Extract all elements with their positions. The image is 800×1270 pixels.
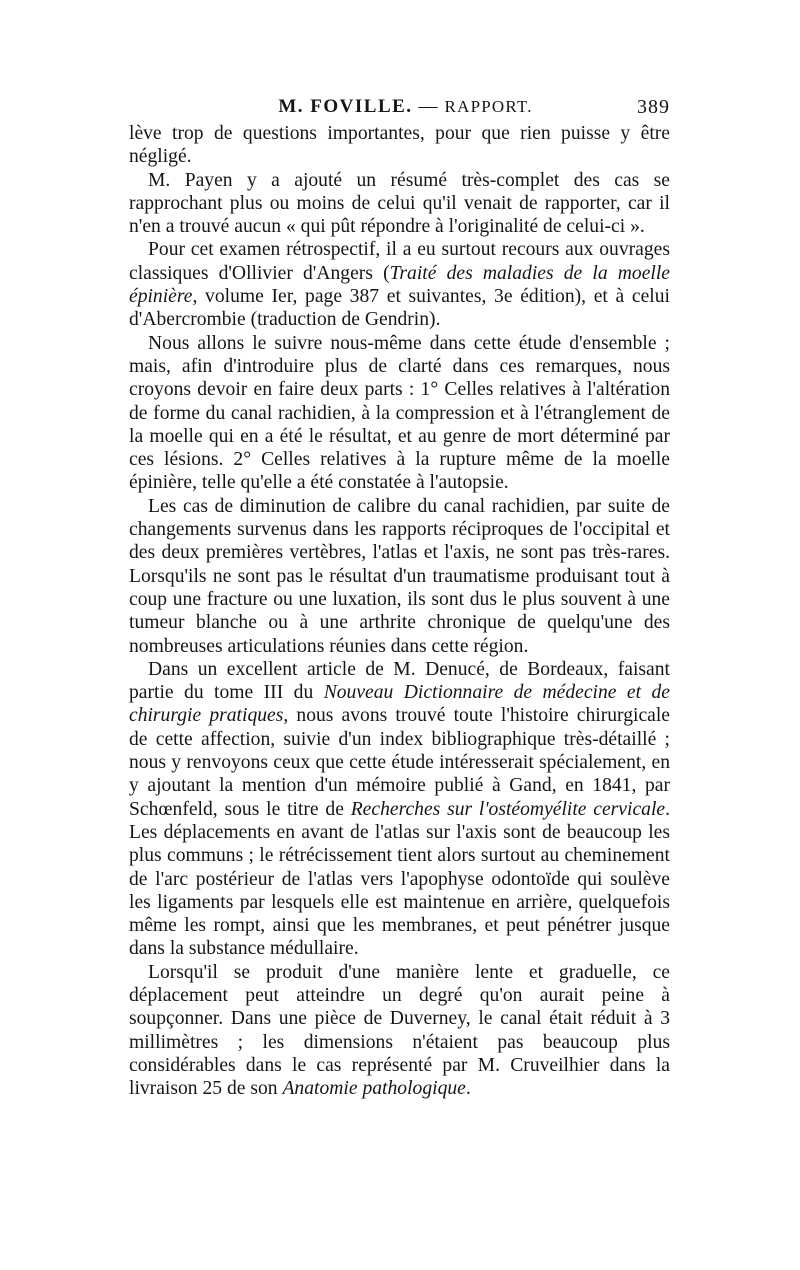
text-run: Nous allons le suivre nous-même dans cette étude d'ensemble ; mais, afin d'introduire plus de clarté dans ces remarques, nous croyons devoir en faire deux parts : 1° Celles relatives à l'altération de forme du canal rachidien, à la compression et à l'étranglement de la moelle qui en a été le résultat, et au genre de mort déterminé par ces lésions. 2° Celles relatives à la rupture même de la moelle épinière, telle qu'elle a été constatée à l'autopsie. bbox=[129, 332, 670, 494]
header-separator: — bbox=[418, 96, 439, 117]
running-header bbox=[129, 92, 670, 122]
text-run: , nous avons trouvé toute l'histoire chirurgicale de cette affection, suivie d'un index bibliographique très-détaillé ; nous y renvoyons ceux que cette étude intéresserait spécialement, en y ajoutant la mention d'un mémoire publié à Gand, en 1841, par Schœnfeld, sous le titre de bbox=[129, 705, 670, 820]
page-number: 389 bbox=[637, 96, 670, 118]
paragraph bbox=[129, 238, 670, 331]
text-run: Les cas de diminution de calibre du canal rachidien, par suite de changements survenus dans les rapports réciproques de l'occipital et des deux premières vertèbres, l'atlas et l'axis, ne sont pas très-rares. Lorsqu'ils ne sont pas le résultat d'un traumatisme produisant tout à coup une fracture ou une luxation, ils sont dus le plus souvent à une tumeur blanche ou à une arthrite chronique de quelqu'une des nombreuses articulations réunies dans cette région. bbox=[129, 495, 670, 657]
text-run: . Les déplacements en avant de l'atlas sur l'axis sont de beaucoup les plus communs ; le rétrécissement tient alors surtout au cheminement de l'arc postérieur de l'atlas vers l'apophyse odontoïde qui soulève les ligaments par lesquels elle est maintenue en arrière, quelquefois même les rompt, ainsi que les membranes, et peut pénétrer jusque dans la substance médullaire. bbox=[129, 798, 670, 960]
header-section: RAPPORT. bbox=[444, 97, 533, 116]
paragraph bbox=[129, 961, 670, 1101]
italic-title: Nouveau Dictionnaire de médecine et de chirurgie pratiques bbox=[129, 682, 670, 727]
text-run: , volume Ier, page 387 et suivantes, 3e édition), et à celui d'Abercrombie (traduction de Gendrin). bbox=[129, 286, 670, 331]
text-run: Pour cet examen rétrospectif, il a eu surtout recours aux ouvrages classiques d'Ollivier d'Angers ( bbox=[129, 239, 670, 284]
running-title bbox=[129, 92, 670, 122]
paragraph bbox=[129, 332, 670, 495]
header-author: M. FOVILLE. bbox=[278, 96, 413, 117]
paragraph bbox=[129, 495, 670, 658]
italic-title: Traité des maladies de la moelle épinière bbox=[129, 262, 670, 308]
paragraph bbox=[129, 122, 670, 169]
paragraph bbox=[129, 169, 670, 239]
text-run: Lorsqu'il se produit d'une manière lente et graduelle, ce déplacement peut atteindre un degré qu'on aurait peine à soupçonner. Dans une pièce de Duverney, le canal était réduit à 3 millimètres ; les dimensions n'étaient pas beaucoup plus considérables dans le cas représenté par M. Cruveilhier dans la livraison 25 de son bbox=[129, 961, 670, 1100]
text-run: lève trop de questions importantes, pour que rien puisse y être négligé. bbox=[129, 123, 670, 168]
paragraph bbox=[129, 658, 670, 961]
text-run: M. Payen y a ajouté un résumé très-complet des cas se rapprochant plus ou moins de celui qu'il venait de rapporter, car il n'en a trouvé aucun « qui pût répondre à l'originalité de celui-ci ». bbox=[129, 169, 670, 238]
text-run: Dans un excellent article de M. Denucé, de Bordeaux, faisant partie du tome III du bbox=[129, 658, 670, 704]
body-text bbox=[129, 122, 670, 1100]
book-page bbox=[129, 92, 670, 1100]
text-run: . bbox=[465, 1078, 471, 1100]
italic-title: Anatomie pathologique bbox=[282, 1078, 466, 1100]
italic-title: Recherches sur l'ostéomyélite cervicale bbox=[350, 798, 666, 820]
